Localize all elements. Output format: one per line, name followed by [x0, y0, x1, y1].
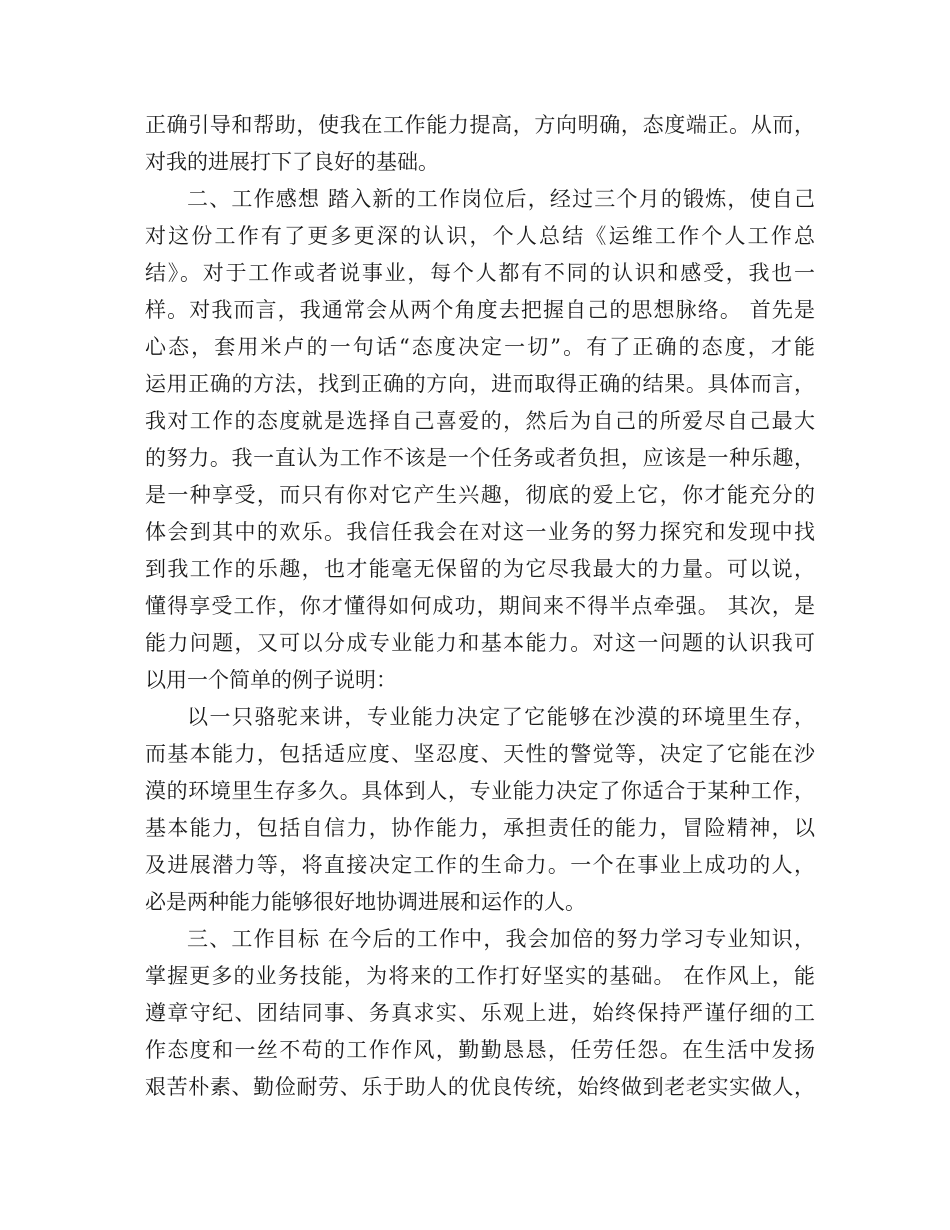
- text-line: 二、工作感想 踏入新的工作岗位后，经过三个月的锻炼，使自己: [187, 187, 815, 211]
- text-line: 对这份工作有了更多更深的认识，个人总结《运维工作个人工作总: [145, 224, 815, 248]
- text-line: 心态，套用米卢的一句话“态度决定一切”。有了正确的态度，才能: [145, 335, 815, 359]
- text-line: 能力问题，又可以分成专业能力和基本能力。对这一问题的认识我可: [145, 631, 815, 655]
- text-line: 漠的环境里生存多久。具体到人，专业能力决定了你适合于某种工作，: [145, 779, 815, 803]
- text-line: 三、工作目标 在今后的工作中，我会加倍的努力学习专业知识，: [187, 927, 815, 951]
- text-line: 及进展潜力等，将直接决定工作的生命力。一个在事业上成功的人，: [145, 853, 815, 877]
- text-line: 懂得享受工作，你才懂得如何成功，期间来不得半点牵强。 其次，是: [145, 594, 815, 618]
- text-line: 到我工作的乐趣，也才能毫无保留的为它尽我最大的力量。可以说，: [145, 557, 815, 581]
- text-line: 以用一个简单的例子说明：: [145, 668, 397, 692]
- text-line: 体会到其中的欢乐。我信任我会在对这一业务的努力探究和发现中找: [145, 520, 815, 544]
- text-line: 艰苦朴素、勤俭耐劳、乐于助人的优良传统，始终做到老老实实做人，: [145, 1075, 815, 1099]
- text-line: 遵章守纪、团结同事、务真求实、乐观上进，始终保持严谨仔细的工: [145, 1001, 815, 1025]
- text-line: 基本能力，包括自信力，协作能力，承担责任的能力，冒险精神，以: [145, 816, 815, 840]
- text-line: 而基本能力，包括适应度、坚忍度、天性的警觉等，决定了它能在沙: [145, 742, 815, 766]
- text-line: 的努力。我一直认为工作不该是一个任务或者负担，应该是一种乐趣，: [145, 446, 815, 470]
- text-line: 是一种享受，而只有你对它产生兴趣，彻底的爱上它，你才能充分的: [145, 483, 815, 507]
- text-line: 以一只骆驼来讲，专业能力决定了它能够在沙漠的环境里生存，: [187, 705, 815, 729]
- text-line: 掌握更多的业务技能，为将来的工作打好坚实的基础。 在作风上，能: [145, 964, 815, 988]
- text-line: 必是两种能力能够很好地协调进展和运作的人。: [145, 890, 586, 914]
- text-line: 运用正确的方法，找到正确的方向，进而取得正确的结果。具体而言，: [145, 372, 815, 396]
- text-line: 对我的进展打下了良好的基础。: [145, 150, 439, 174]
- text-line: 结》。对于工作或者说事业，每个人都有不同的认识和感受，我也一: [145, 261, 815, 285]
- text-line: 样。对我而言，我通常会从两个角度去把握自己的思想脉络。 首先是: [145, 298, 815, 322]
- text-line: 正确引导和帮助，使我在工作能力提高，方向明确，态度端正。从而，: [145, 113, 815, 137]
- text-line: 我对工作的态度就是选择自己喜爱的，然后为自己的所爱尽自己最大: [145, 409, 815, 433]
- text-line: 作态度和一丝不苟的工作作风，勤勤恳恳，任劳任怨。在生活中发扬: [145, 1038, 815, 1062]
